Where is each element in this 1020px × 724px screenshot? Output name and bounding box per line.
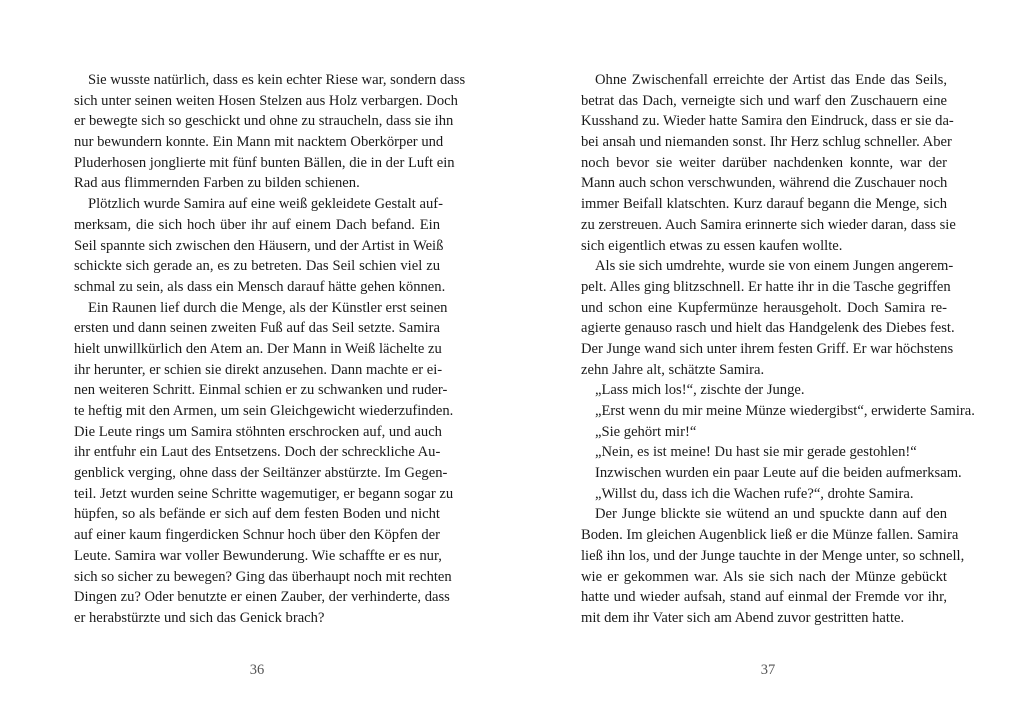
text-line: hielt unwillkürlich den Atem an. Der Mann in Weiß lächelte zu <box>74 340 442 357</box>
text-line: Plötzlich wurde Samira auf eine weiß gekleidete Gestalt auf- <box>88 196 443 213</box>
text-line: betrat das Dach, verneigte sich und warf den Zuschauern eine <box>581 92 947 109</box>
text-line: „Nein, es ist meine! Du hast sie mir gerade gestohlen!“ <box>595 444 917 461</box>
text-line: agierte genauso rasch und hielt das Handgelenk des Diebes fest. <box>581 320 955 337</box>
left-page-text <box>74 70 466 629</box>
text-line: „Erst wenn du mir meine Münze wiedergibst“, erwiderte Samira. <box>595 403 975 419</box>
text-line: ersten und dann seinen zweiten Fuß auf das Seil setzte. Samira <box>74 320 440 337</box>
text-line: te heftig mit den Armen, um sein Gleichgewicht wiederzufinden. <box>74 403 454 419</box>
text-line: zehn Jahre alt, schätzte Samira. <box>581 361 765 378</box>
text-line: Rad aus flimmernden Farben zu bilden schienen. <box>74 175 360 192</box>
text-line: sich so sicher zu bewegen? Ging das überhaupt noch mit rechten <box>74 568 452 585</box>
text-line: Seil spannte sich zwischen den Häusern, und der Artist in Weiß <box>74 237 444 254</box>
text-line: Ein Raunen lief durch die Menge, als der Künstler erst seinen <box>88 299 448 316</box>
text-line: Kusshand zu. Wieder hatte Samira den Eindruck, dass er sie da- <box>581 113 954 130</box>
text-line: bei ansah und niemanden sonst. Ihr Herz schlug schneller. Aber <box>581 134 952 151</box>
text-line: Als sie sich umdrehte, wurde sie von einem Jungen angerem- <box>595 258 954 275</box>
text-line: nen weiteren Schritt. Einmal schien er zu schwanken und ruder- <box>74 382 448 399</box>
text-line: sich unter seinen weiten Hosen Stelzen aus Holz verbargen. Doch <box>74 92 458 109</box>
text-line: „Willst du, dass ich die Wachen rufe?“, drohte Samira. <box>595 485 914 502</box>
text-line: Die Leute rings um Samira stöhnten erschrocken auf, und auch <box>74 423 442 440</box>
text-line: pelt. Alles ging blitzschnell. Er hatte ihr in die Tasche gegriffen <box>581 278 951 295</box>
text-line: Pluderhosen jonglierte mit fünf bunten Bällen, die in der Luft ein <box>74 154 455 171</box>
page-number-label: 37 <box>760 662 776 678</box>
text-line: wie er gekommen war. Als sie sich nach der Münze gebückt <box>581 568 947 585</box>
text-line: schickte sich gerade an, es zu betreten. Das Seil schien viel zu <box>74 258 440 275</box>
right-page-number <box>510 662 1020 679</box>
left-page-number <box>0 662 510 679</box>
text-line: zu zerstreuen. Auch Samira erinnerte sich wieder daran, dass sie <box>581 216 956 233</box>
text-line: Leute. Samira war voller Bewunderung. Wie schaffte er es nur, <box>74 547 442 564</box>
text-line: Mann auch schon verschwunden, während die Zuschauer noch <box>581 175 948 192</box>
text-line: nur bewundern konnte. Ein Mann mit nacktem Oberkörper und <box>74 134 444 151</box>
text-line: hatte und wieder aufsah, stand auf einmal der Fremde vor ihr, <box>581 589 947 606</box>
text-line: auf einer kaum fingerdicken Schnur hoch über den Köpfen der <box>74 527 440 544</box>
text-line: sich eigentlich etwas zu essen kaufen wollte. <box>581 237 843 254</box>
text-line: er herabstürzte und sich das Genick brach? <box>74 609 325 626</box>
text-line: Der Junge blickte sie wütend an und spuckte dann auf den <box>595 506 947 523</box>
text-line: Dingen zu? Oder benutzte er einen Zauber, der verhinderte, dass <box>74 589 450 606</box>
text-line: hüpfen, so als befände er sich auf dem festen Boden und nicht <box>74 506 440 523</box>
text-line: Inzwischen wurden ein paar Leute auf die beiden aufmerksam. <box>595 465 962 482</box>
text-line: schmal zu sein, als dass ein Mensch darauf hätte gehen können. <box>74 278 446 295</box>
text-line: ihr herunter, er schien sie direkt anzusehen. Dann machte er ei- <box>74 361 443 378</box>
text-line: und schon eine Kupfermünze herausgeholt. Doch Samira re- <box>581 299 947 316</box>
text-line: genblick verging, ohne dass der Seiltänzer abstürzte. Im Gegen- <box>74 465 448 482</box>
text-line: Ohne Zwischenfall erreichte der Artist das Ende das Seils, <box>595 72 947 88</box>
text-line: „Lass mich los!“, zischte der Junge. <box>595 382 805 399</box>
right-page <box>510 0 1020 724</box>
text-line: Der Junge wand sich unter ihrem festen Griff. Er war höchstens <box>581 340 954 357</box>
page-number-label: 36 <box>249 662 265 678</box>
text-line: Boden. Im gleichen Augenblick ließ er die Münze fallen. Samira <box>581 527 959 544</box>
text-line: teil. Jetzt wurden seine Schritte wagemutiger, er begann sogar zu <box>74 485 454 502</box>
text-line: immer Beifall klatschten. Kurz darauf begann die Menge, sich <box>581 196 947 213</box>
text-line: „Sie gehört mir!“ <box>595 423 697 440</box>
text-line: mit dem ihr Vater sich am Abend zuvor gestritten hatte. <box>581 609 905 626</box>
text-line: er bewegte sich so geschickt und ohne zu straucheln, dass sie ihn <box>74 113 454 130</box>
text-line: Sie wusste natürlich, dass es kein echter Riese war, sondern dass <box>88 72 466 88</box>
text-line: merksam, die sich hoch über ihr auf einem Dach befand. Ein <box>74 216 440 233</box>
right-page-text <box>581 70 975 629</box>
text-line: noch bevor sie weiter darüber nachdenken konnte, war der <box>581 154 947 171</box>
text-line: ließ ihn los, und der Junge tauchte in der Menge unter, so schnell, <box>581 547 965 564</box>
text-line: ihr entfuhr ein Laut des Entsetzens. Doch der schreckliche Au- <box>74 444 441 461</box>
